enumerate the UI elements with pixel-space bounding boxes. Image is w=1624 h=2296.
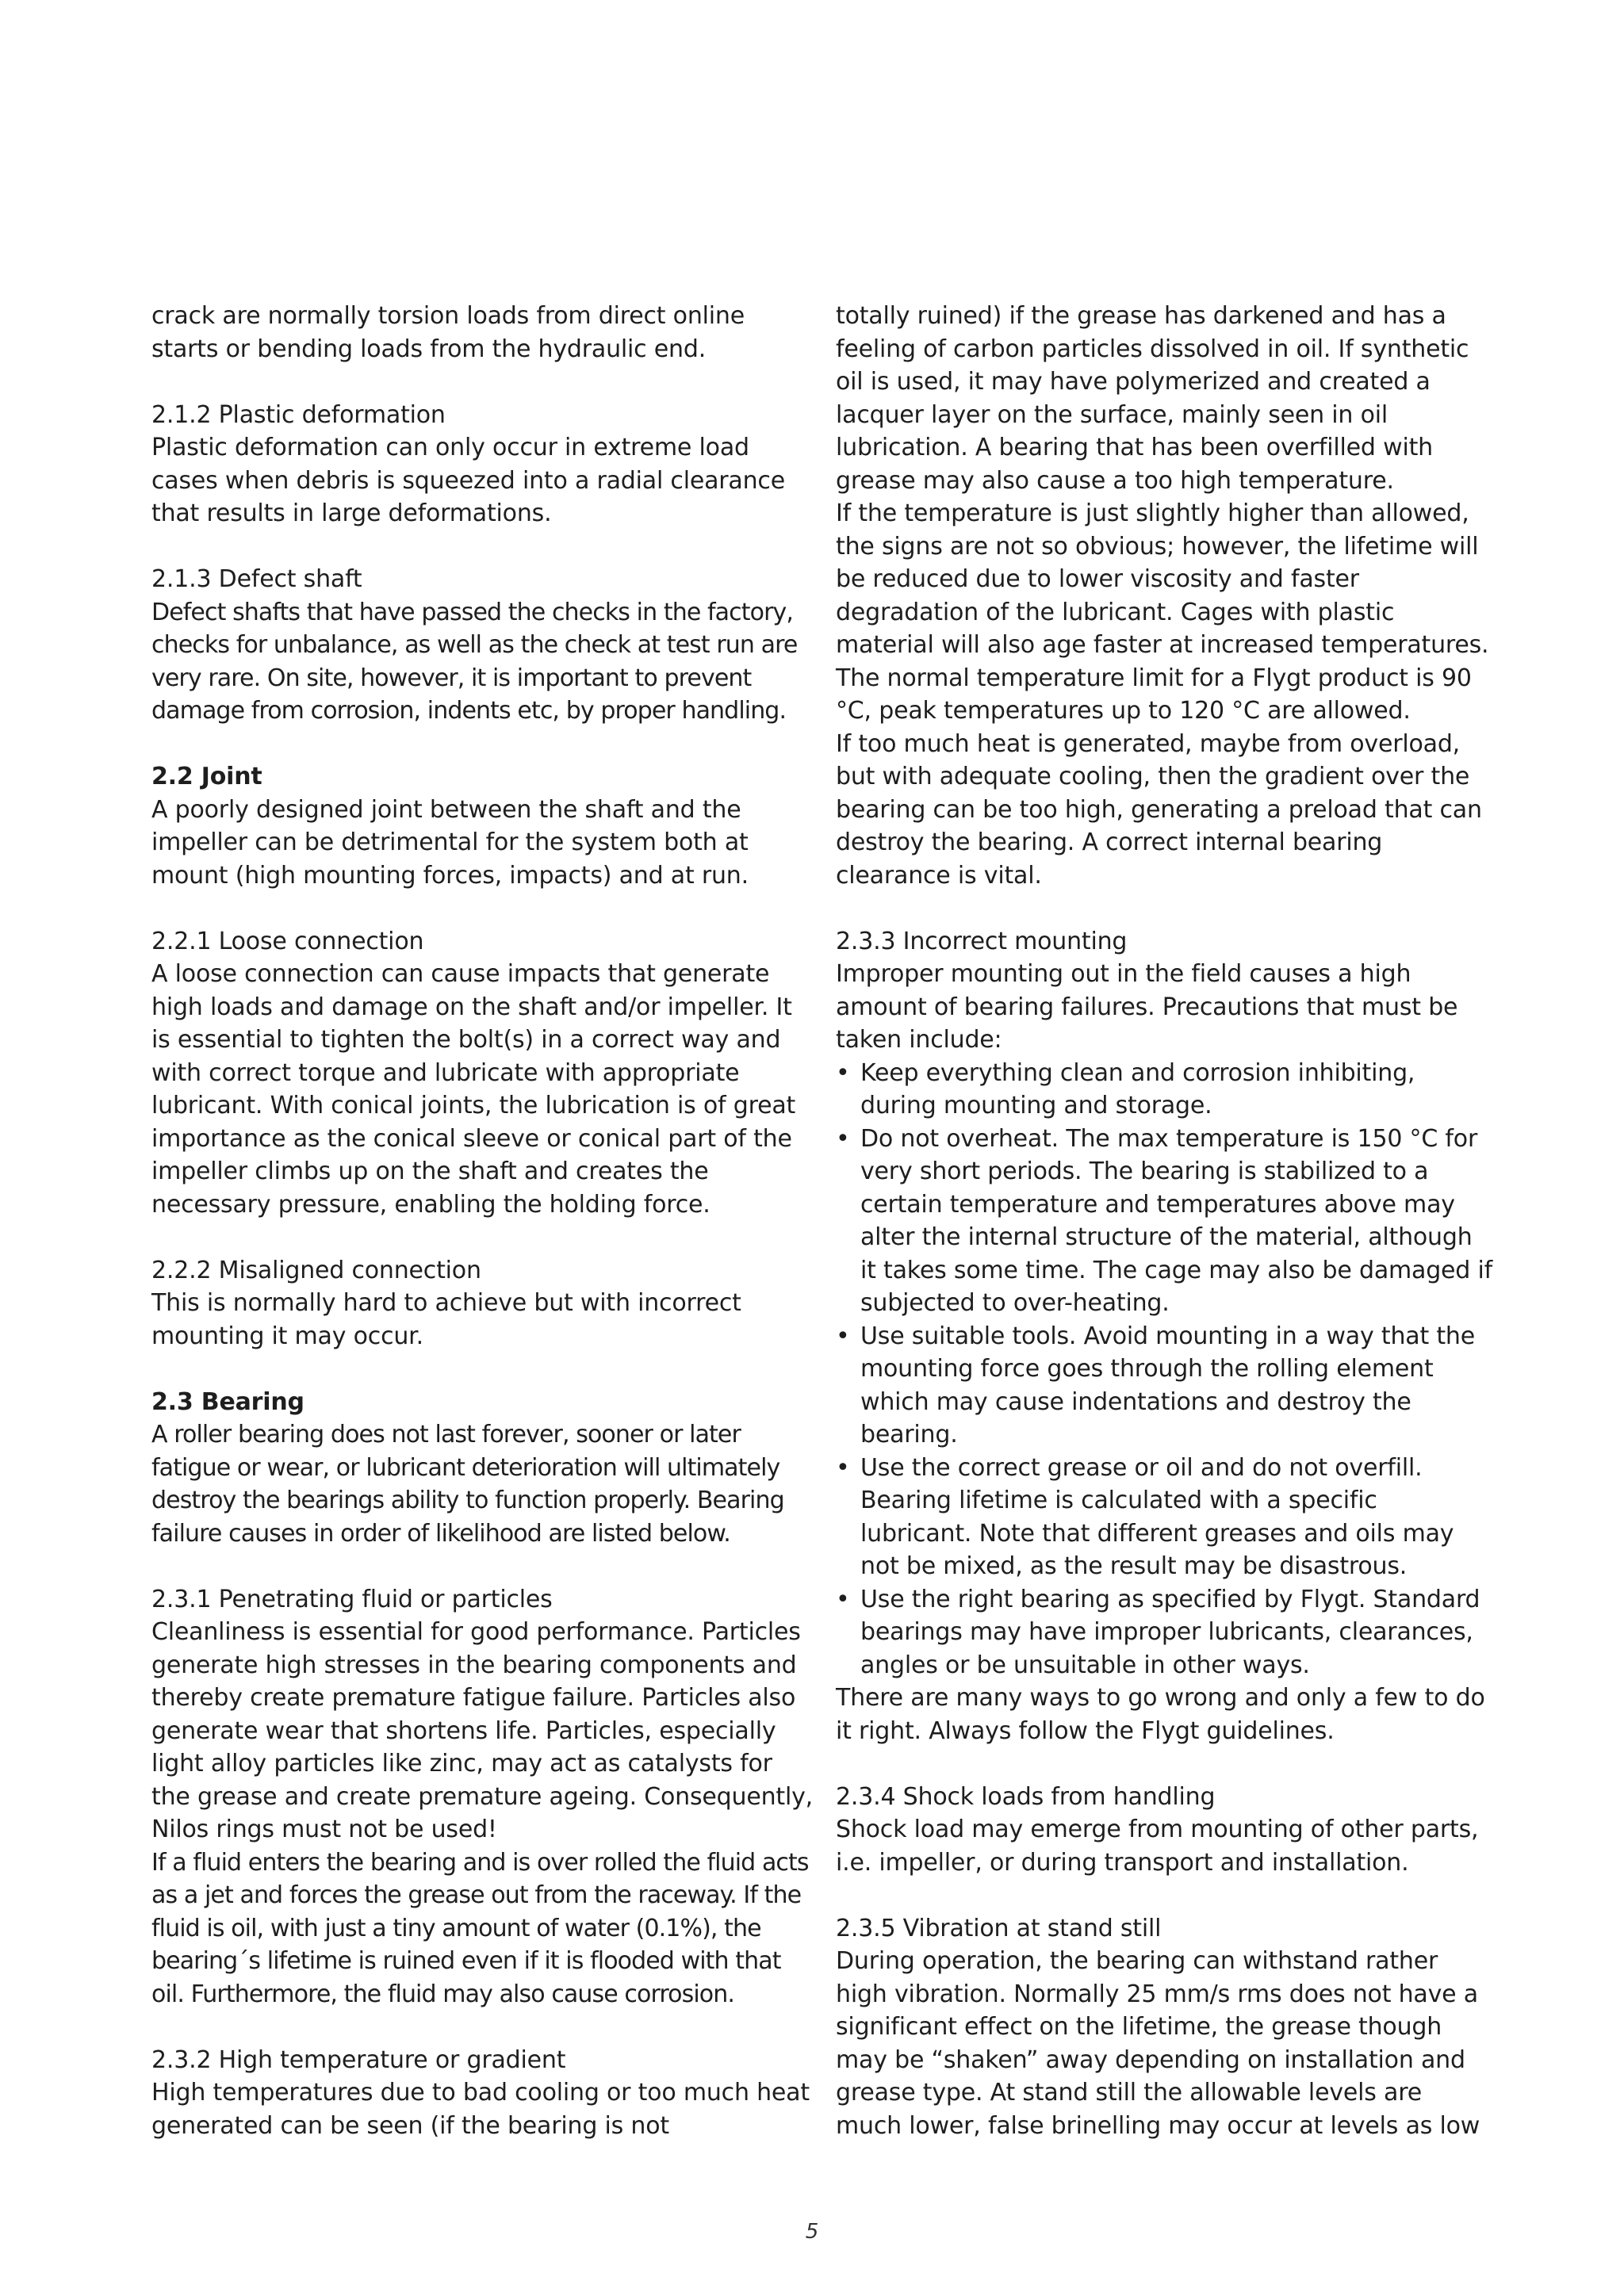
paragraph-high-temperature-continued: totally ruined) if the grease has darkened and has a feeling of carbon particles dissolved in oil. If synthetic oil is used, it may have polymerized and created a lacquer layer on the surface, mainly seen in oil lubrication. A bearing that has been overfilled with grease may also cause a too high temperature.: [836, 302, 1469, 495]
heading-incorrect-mounting: 2.3.3 Incorrect mounting: [836, 927, 1128, 955]
heading-loose-connection: 2.2.1 Loose connection: [151, 927, 424, 955]
paragraph-defect-shaft: Defect shafts that have passed the checks in the factory, checks for unbalance, as well as the check at test run are very rare. On site, however, it is important to prevent damage from corrosion, indents etc, by proper handling.: [151, 598, 798, 725]
heading-vibration: 2.3.5 Vibration at stand still: [836, 1914, 1162, 1942]
paragraph-incorrect-mounting: Improper mounting out in the field causes a high amount of bearing failures. Precautions that must be taken include:: [836, 960, 1458, 1054]
heading-bearing: 2.3 Bearing: [151, 1387, 304, 1416]
paragraph-penetrating-fluid-2: If a fluid enters the bearing and is over rolled the fluid acts as a jet and forces the grease out from the raceway. If the fluid is oil, with just a tiny amount of water (0.1%), the bearing´s lifetime is ruined even if it is flooded with that oil. Furthermore, the fluid may also cause corrosion.: [151, 1848, 809, 2008]
list-item: • Use the correct grease or oil and do not overfill. Bearing lifetime is calculated with a specific lubricant. Note that different greases and oils may not be mixed, as the result may be disastrous.: [836, 1452, 1494, 1583]
paragraph-mounting-closing: There are many ways to go wrong and only a few to do it right. Always follow the Flygt guidelines.: [836, 1684, 1485, 1745]
list-item: • Use the right bearing as specified by Flygt. Standard bearings may have improper lubricants, clearances, angles or be unsuitable in other ways.: [836, 1583, 1494, 1682]
heading-joint: 2.2 Joint: [151, 763, 262, 790]
paragraph-heat-gradient: If too much heat is generated, maybe from overload, but with adequate cooling, then the gradient over the bearing can be too high, generating a preload that can destroy the bearing. A correct internal bearing clearance is vital.: [836, 729, 1482, 890]
bullet-icon: •: [836, 1058, 850, 1087]
heading-defect-shaft: 2.1.3 Defect shaft: [151, 565, 362, 593]
paragraph-loose-connection: A loose connection can cause impacts that generate high loads and damage on the shaft and/or impeller. It is essential to tighten the bolt(s) in a correct way and with correct torque and lubricate with appropriate lubricant. With conical joints, the lubrication is of great importance as the conical sleeve or conical part of the impeller climbs up on the shaft and creates the necessary pressure, enabling the holding force.: [151, 960, 796, 1219]
paragraph-joint: A poorly designed joint between the shaft and the impeller can be detrimental for the system both at mount (high mounting forces, impacts) and at run.: [151, 795, 749, 890]
paragraph-misaligned-connection: This is normally hard to achieve but with incorrect mounting it may occur.: [151, 1289, 741, 1350]
list-item: • Do not overheat. The max temperature is 150 °C for very short periods. The bearing is stabilized to a certain temperature and temperatures above may alter the internal structure of the material, although it takes some time. The cage may also be damaged if subjected to over-heating.: [836, 1123, 1494, 1320]
bullet-icon: •: [836, 1322, 850, 1350]
heading-penetrating-fluid: 2.3.1 Penetrating fluid or particles: [151, 1585, 553, 1613]
paragraph-shock-loads: Shock load may emerge from mounting of other parts, i.e. impeller, or during transport and installation.: [836, 1816, 1479, 1877]
heading-shock-loads: 2.3.4 Shock loads from handling: [836, 1782, 1216, 1811]
right-column: [836, 300, 1494, 2142]
paragraph-bearing: A roller bearing does not last forever, sooner or later fatigue or wear, or lubricant deterioration will ultimately destroy the bearings ability to function properly. Bearing failure causes in order of likelihood are listed below.: [151, 1421, 784, 1548]
bullet-icon: •: [836, 1585, 850, 1613]
paragraph-plastic-deformation: Plastic deformation can only occur in extreme load cases when debris is squeezed into a radial clearance that results in large deformations.: [151, 434, 785, 527]
paragraph-temperature-limits: If the temperature is just slightly higher than allowed, the signs are not so obvious; however, the lifetime will be reduced due to lower viscosity and faster degradation of the lubricant. Cages with plastic material will also age faster at increased temperatures. The normal temperature limit for a Flygt product is 90 °C, peak temperatures up to 120 °C are allowed.: [836, 499, 1489, 725]
paragraph-vibration: During operation, the bearing can withstand rather high vibration. Normally 25 mm/s rms does not have a significant effect on the lifetime, the grease though may be “shaken” away depending on installation and grease type. At stand still the allowable levels are much lower, false brinelling may occur at levels as low: [836, 1947, 1480, 2140]
page-number: 5: [805, 2220, 819, 2244]
bullet-icon: •: [836, 1124, 850, 1153]
left-column: [151, 300, 818, 2142]
precautions-list: [836, 1057, 1494, 1682]
paragraph-high-temperature: High temperatures due to bad cooling or too much heat generated can be seen (if the bearing is not: [151, 2079, 810, 2140]
list-item: • Use suitable tools. Avoid mounting in a way that the mounting force goes through the rolling element which may cause indentations and destroy the bearing.: [836, 1320, 1494, 1452]
heading-plastic-deformation: 2.1.2 Plastic deformation: [151, 400, 446, 429]
heading-high-temperature: 2.3.2 High temperature or gradient: [151, 2045, 566, 2074]
intro-paragraph: crack are normally torsion loads from direct online starts or bending loads from the hydraulic end.: [151, 302, 745, 363]
bullet-icon: •: [836, 1453, 850, 1482]
list-item: • Keep everything clean and corrosion inhibiting, during mounting and storage.: [836, 1057, 1494, 1123]
heading-misaligned-connection: 2.2.2 Misaligned connection: [151, 1256, 481, 1284]
paragraph-penetrating-fluid: Cleanliness is essential for good performance. Particles generate high stresses in the bearing components and thereby create premature fatigue failure. Particles also generate wear that shortens life. Particles, especially light alloy particles like zinc, may act as catalysts for the grease and create premature ageing. Consequently, Nilos rings must not be used!: [151, 1618, 813, 1843]
